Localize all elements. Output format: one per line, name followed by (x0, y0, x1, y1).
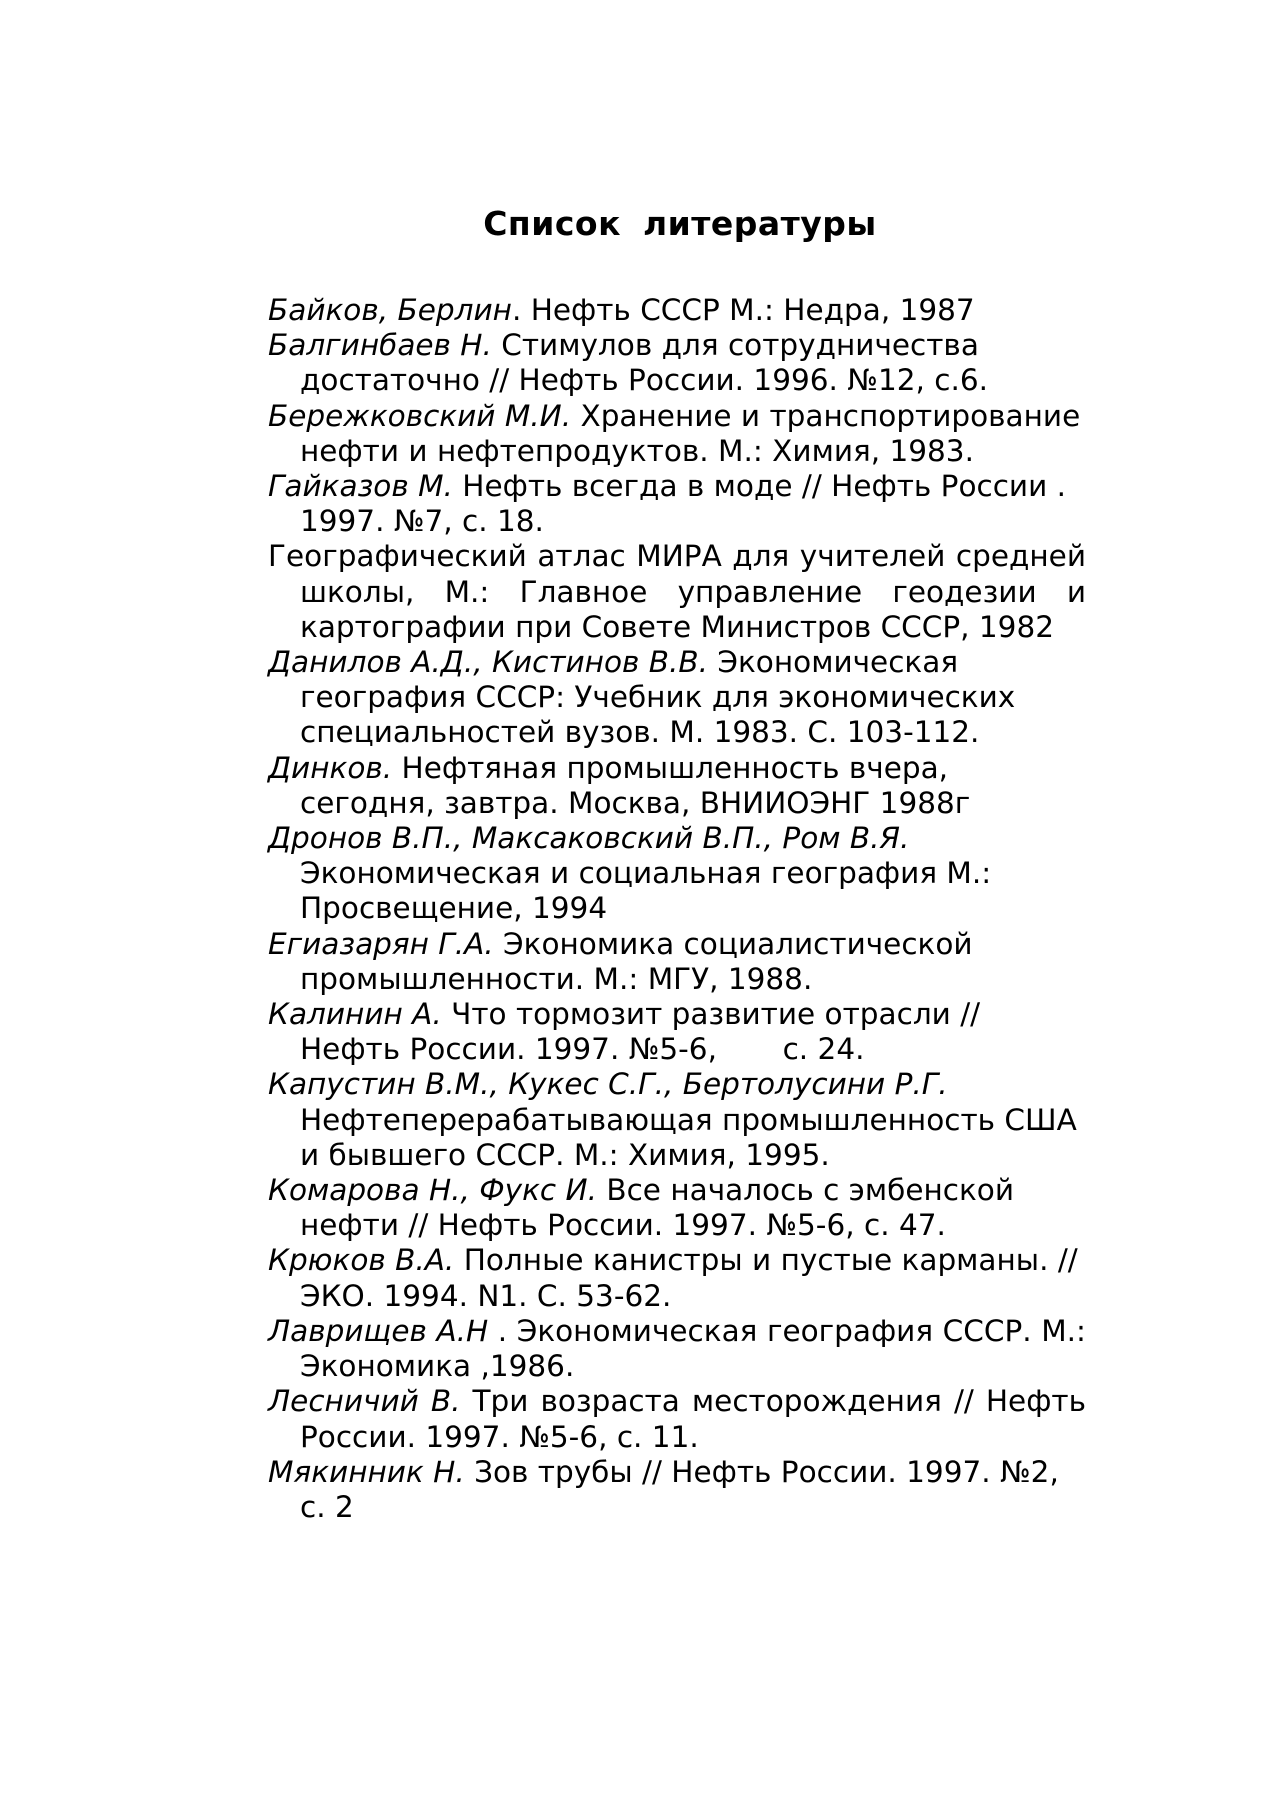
reference-item (268, 469, 1086, 539)
reference-item (268, 1243, 1086, 1313)
reference-text: Что тормозит развитие отрасли // Нефть России. 1997. №5-6, с. 24. (300, 997, 990, 1067)
reference-text: Экономическая география СССР: Учебник для экономических специальностей вузов. М. 1983. С. 103-112. (300, 645, 1016, 750)
reference-text: . Экономическая география СССР. М.: Экономика ,1986. (300, 1313, 1086, 1384)
reference-item (268, 1455, 1086, 1525)
reference-author: Комарова Н., Фукс И. (268, 1173, 597, 1208)
reference-text: Хранение и транспортирование нефти и нефтепродуктов. М.: Химия, 1983. (300, 398, 1081, 468)
reference-text: Нефтеперерабатывающая промышленность США и бывшего СССР. М.: Химия, 1995. (300, 1102, 1077, 1172)
reference-text: Полные канистры и пустые карманы. // ЭКО. 1994. N1. С. 53-62. (300, 1243, 1078, 1313)
reference-text: Экономика социалистической промышленности. М.: МГУ, 1988. (300, 926, 973, 996)
reference-author: Данилов А.Д., Кистинов В.В. (268, 645, 709, 680)
reference-item (268, 1384, 1086, 1454)
reference-text: Нефть всегда в моде // Нефть России . 1997. №7, с. 18. (300, 469, 1067, 539)
reference-author: Лесничий В. (268, 1384, 461, 1419)
reference-author: Дронов В.П., Максаковский В.П., Ром В.Я. (268, 821, 910, 856)
reference-item (268, 997, 1086, 1067)
reference-text: Стимулов для сотрудничества достаточно // Нефть России. 1996. №12, с.6. (300, 328, 988, 398)
reference-text: Все началось с эмбенской нефти // Нефть России. 1997. №5-6, с. 47. (300, 1173, 1015, 1243)
reference-item (268, 1067, 1086, 1173)
reference-item (268, 927, 1086, 997)
page-title: Список литературы (483, 204, 877, 243)
reference-author: Мякинник Н. (268, 1454, 465, 1489)
reference-item (268, 1314, 1086, 1384)
reference-text: . Нефть СССР М.: Недра, 1987 (511, 293, 975, 327)
reference-author: Капустин В.М., Кукес С.Г., Бертолусини Р.Г. (268, 1067, 948, 1102)
reference-item (268, 328, 1086, 398)
reference-text: Экономическая и социальная география М.: Просвещение, 1994 (300, 856, 992, 926)
reference-item (268, 1173, 1086, 1243)
reference-item (268, 399, 1086, 469)
reference-text: Три возраста месторождения // Нефть России. 1997. №5-6, с. 11. (300, 1384, 1086, 1454)
reference-item (268, 293, 1086, 328)
reference-list (268, 293, 1086, 1525)
reference-author: Калинин А. (268, 997, 442, 1032)
reference-author: Бережковский М.И. (268, 398, 572, 433)
reference-author: Гайказов М. (268, 469, 453, 504)
reference-item (268, 539, 1086, 645)
reference-text: Зов трубы // Нефть России. 1997. №2, с. 2 (300, 1454, 1059, 1524)
reference-item (268, 645, 1086, 751)
reference-author: Динков. (268, 750, 393, 785)
reference-item (268, 821, 1086, 927)
reference-item (268, 751, 1086, 821)
reference-text: Географический атлас МИРА для учителей средней школы, М.: Главное управление геодезии и картографии при Совете Министров СССР, 1982 (268, 539, 1086, 644)
reference-author: Байков, Берлин (268, 293, 512, 327)
reference-author: Крюков В.А. (268, 1243, 455, 1278)
reference-author: Балгинбаев Н. (268, 328, 492, 363)
reference-author: Егиазарян Г.А. (268, 926, 494, 961)
reference-author: Лаврищев А.Н (268, 1313, 489, 1348)
reference-text: Нефтяная промышленность вчера, сегодня, завтра. Москва, ВНИИОЭНГ 1988г (300, 750, 971, 820)
